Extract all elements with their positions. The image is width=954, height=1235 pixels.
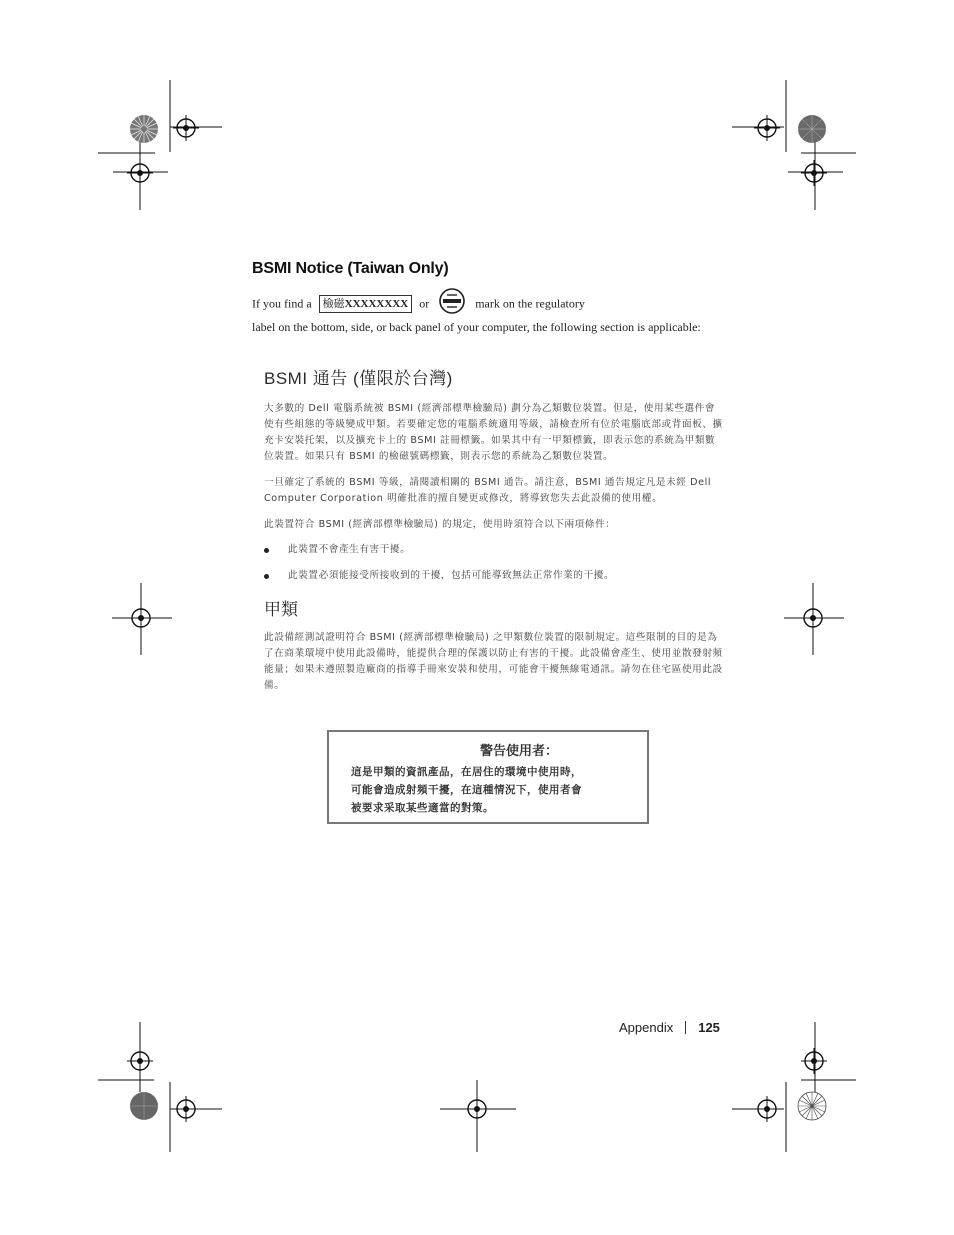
bsmi-round-mark-icon	[438, 288, 466, 319]
notice-paragraph-1: 大多數的 Dell 電腦系統被 BSMI (經濟部標準檢驗局) 劃分為乙類數位裝置。但是，使用某些選件會使有些組態的等級變成甲類。若要確定您的電腦系統適用等級，請檢查所有位於電腦底部或背面板、擴充卡安裝托架，以及擴充卡上的 BSMI 註冊標籤。如果其中有一甲類標籤，即表示您的系統為甲類數位裝置。如果只有 BSMI 的檢磁號碼標籤，則表示您的系統為乙類數位裝置。	[264, 403, 723, 462]
condition-text: 此裝置必須能接受所接收到的干擾，包括可能導致無法正常作業的干擾。	[288, 570, 615, 581]
crop-mark-top-right	[728, 80, 858, 215]
page-footer	[619, 1020, 720, 1035]
notice-paragraph-2: 一旦確定了系統的 BSMI 等級，請閱讀相關的 BSMI 通告。請注意，BSMI 通告規定凡是未經 Dell Computer Corporation 明確批准的擅自變更或修改，將導致您失去此設備的使用權。	[264, 477, 712, 504]
starburst-disc-icon	[797, 1091, 827, 1121]
crosshair-registration-icon	[801, 160, 827, 186]
stamp-code: XXXXXXXX	[344, 297, 409, 310]
condition-list	[264, 543, 724, 583]
notice-paragraph-4: 此設備經測試證明符合 BSMI (經濟部標準檢驗局) 之甲類數位裝置的限制規定。這些限制的目的是為了在商業環境中使用此設備時，能提供合理的保護以防止有害的干擾。此設備會產生、使用並散發射頻能量；如果未遵照製造廠商的指導手冊來安裝和使用，可能會干擾無線電通訊。請勿在住宅區使用此設備。	[264, 632, 723, 691]
page-number: 125	[698, 1020, 720, 1035]
intro-line-2: label on the bottom, side, or back panel of your computer, the following section is applicable:	[252, 320, 701, 334]
bullet-icon	[264, 548, 269, 553]
footer-divider	[685, 1021, 686, 1034]
warning-line: 被要求采取某些適當的對策。	[351, 802, 494, 814]
warning-line: 這是甲類的資訊產品，在居住的環境中使用時，	[351, 766, 582, 778]
crosshair-registration-icon	[754, 115, 780, 141]
condition-text: 此裝置不會產生有害干擾。	[288, 544, 411, 555]
crosshair-registration-icon	[127, 160, 153, 186]
footer-section-name: Appendix	[619, 1020, 674, 1035]
notice-title: BSMI 通告 (僅限於台灣)	[264, 369, 453, 388]
list-item	[264, 569, 724, 583]
bsmi-stamp-label	[319, 295, 413, 313]
warning-line: 可能會造成射頻干擾，在這種情況下，使用者會	[351, 784, 582, 796]
notice-paragraph-3: 此裝置符合 BSMI (經濟部標準檢驗局) 的規定，使用時須符合以下兩項條件：	[264, 519, 616, 530]
intro-line-1	[252, 288, 585, 319]
crosshair-registration-icon	[464, 1096, 490, 1122]
intro-or: or	[419, 296, 430, 311]
starburst-disc-icon	[129, 1091, 159, 1121]
warning-box	[327, 730, 649, 824]
starburst-disc-icon	[797, 114, 827, 144]
crosshair-registration-icon	[173, 115, 199, 141]
section-title: BSMI Notice (Taiwan Only)	[252, 260, 449, 277]
intro-suffix: mark on the regulatory	[475, 296, 585, 311]
crop-mark-bottom-right	[728, 1022, 858, 1154]
crosshair-registration-icon	[128, 605, 154, 631]
crop-mark-top-left	[98, 80, 228, 215]
crop-mark-bottom-left	[98, 1022, 228, 1154]
bsmi-chinese-notice	[264, 364, 724, 704]
list-item	[264, 543, 724, 557]
stamp-glyphs: 檢磁	[322, 297, 345, 310]
crosshair-registration-icon	[800, 605, 826, 631]
warning-title: 警告使用者：	[479, 744, 558, 759]
starburst-disc-icon	[129, 114, 159, 144]
bullet-icon	[264, 574, 269, 579]
crosshair-registration-icon	[801, 1048, 827, 1074]
crosshair-registration-icon	[173, 1096, 199, 1122]
class-a-heading: 甲類	[264, 600, 298, 620]
crosshair-registration-icon	[127, 1048, 153, 1074]
crosshair-registration-icon	[754, 1096, 780, 1122]
intro-prefix: If you find a	[252, 296, 312, 311]
